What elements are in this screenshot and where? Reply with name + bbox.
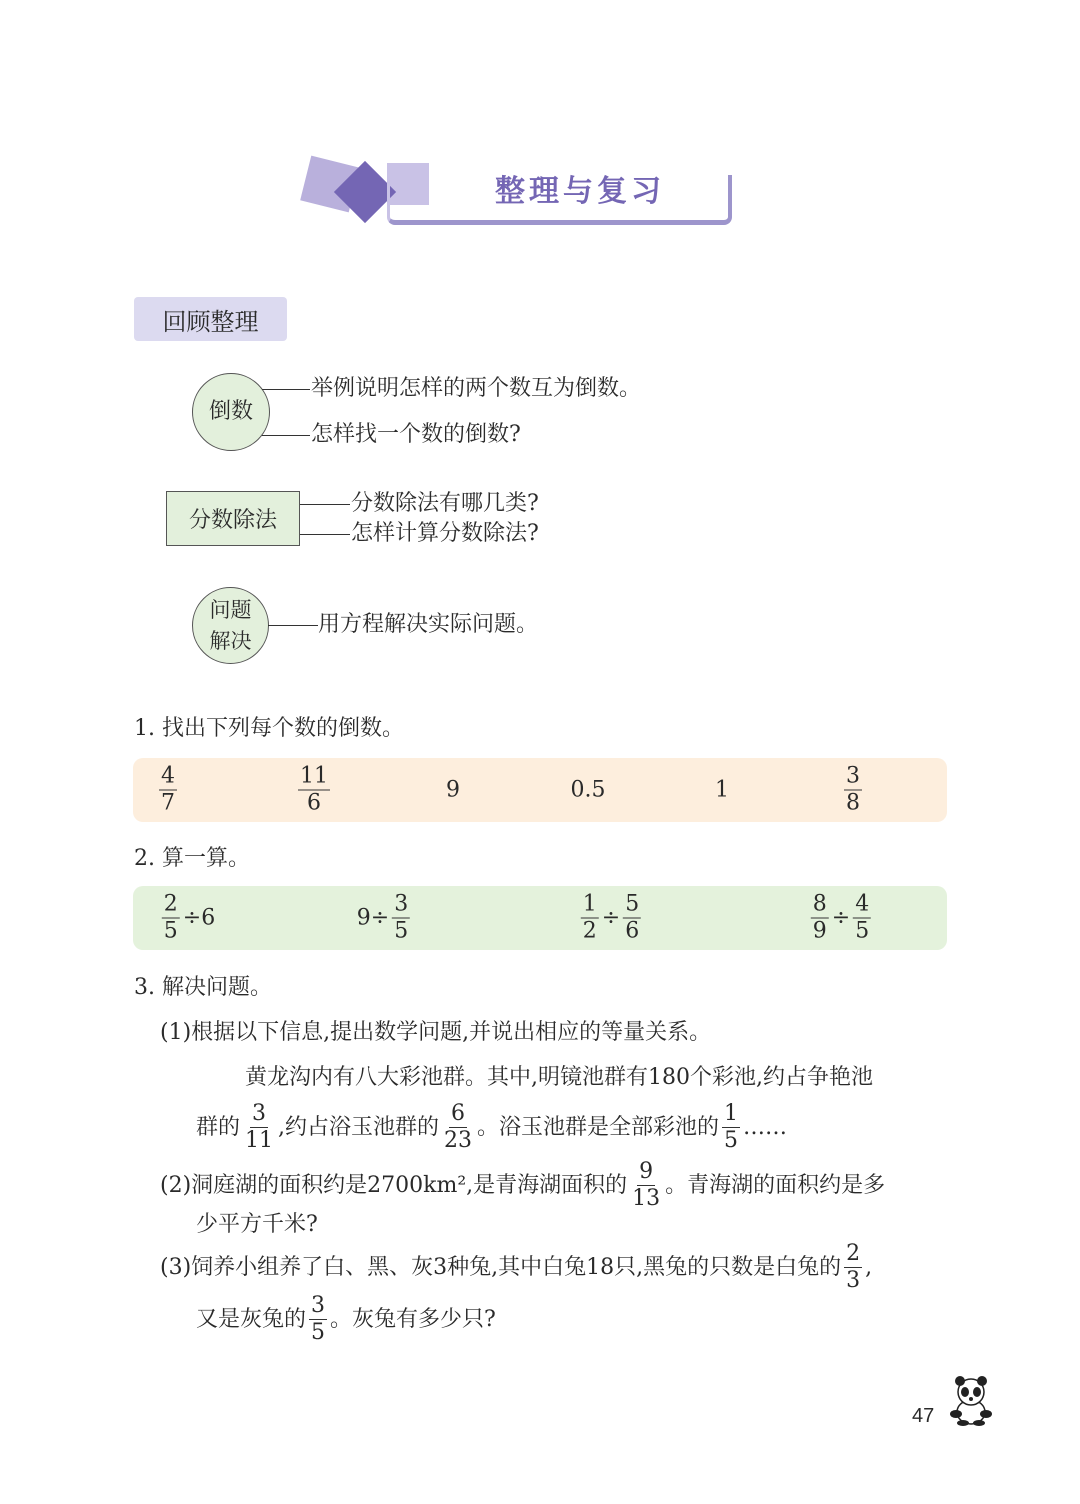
number-item: $\frac{11}{6}$ — [300, 763, 328, 816]
number-item: $\frac{4}{7}$ — [161, 763, 175, 816]
subquestion-2-cont: 少平方千米? — [196, 1212, 318, 1237]
connector — [300, 504, 350, 505]
problem-circle: 问题 解决 — [192, 587, 269, 664]
problem-question-1: 用方程解决实际问题。 — [318, 612, 539, 637]
number-item: 9 — [446, 777, 460, 803]
expression: $\frac{1}{2}$ ÷ $\frac{5}{6}$ — [582, 891, 640, 944]
info-paragraph-line-2: 群的 $\frac{3}{11}$ ,约占浴玉池群的 $\frac{6}{23}$ 。浴玉池群是全部彩池的 $\frac{1}{5}$ …… — [196, 1101, 788, 1153]
connector — [268, 625, 318, 626]
question-3-title: 3. 解决问题。 — [134, 975, 272, 1000]
connector — [262, 389, 310, 390]
number-item: $\frac{3}{8}$ — [846, 763, 860, 816]
division-question-1: 分数除法有哪几类? — [351, 491, 539, 516]
question-1-title: 1. 找出下列每个数的倒数。 — [134, 716, 404, 741]
expression: $\frac{2}{5}$ ÷6 — [163, 891, 216, 944]
subquestion-3: (3)饲养小组养了白、黑、灰3种兔,其中白兔18只,黑兔的只数是白兔的 $\frac{2}{3}$ , — [160, 1241, 873, 1293]
subquestion-2: (2)洞庭湖的面积约是2700km²,是青海湖面积的 $\frac{9}{13}$ 。青海湖的面积约是多 — [160, 1159, 886, 1211]
panda-icon — [948, 1374, 994, 1426]
number-item: 1 — [715, 777, 729, 803]
section-banner — [295, 155, 740, 233]
question-2-title: 2. 算一算。 — [134, 846, 250, 871]
expression: $\frac{8}{9}$ ÷ $\frac{4}{5}$ — [812, 891, 870, 944]
division-question-2: 怎样计算分数除法? — [351, 521, 539, 546]
division-box: 分数除法 — [166, 491, 300, 546]
connector — [262, 435, 310, 436]
review-label: 回顾整理 — [134, 297, 287, 341]
subquestion-1: (1)根据以下信息,提出数学问题,并说出相应的等量关系。 — [160, 1020, 712, 1045]
connector — [300, 534, 350, 535]
page-number: 47 — [912, 1405, 935, 1427]
page-title: 整理与复习 — [495, 174, 665, 209]
number-item: 0.5 — [570, 777, 606, 803]
reciprocal-question-2: 怎样找一个数的倒数? — [311, 422, 521, 447]
info-paragraph-line-1: 黄龙沟内有八大彩池群。其中,明镜池群有180个彩池,约占争艳池 — [245, 1065, 873, 1090]
reciprocal-circle: 倒数 — [192, 373, 270, 451]
subquestion-3-cont: 又是灰兔的 $\frac{3}{5}$ 。灰兔有多少只? — [196, 1293, 496, 1345]
expression: 9÷ $\frac{3}{5}$ — [356, 891, 409, 944]
calculation-band — [133, 886, 947, 950]
reciprocal-question-1: 举例说明怎样的两个数互为倒数。 — [311, 376, 642, 401]
reciprocal-band — [133, 758, 947, 822]
